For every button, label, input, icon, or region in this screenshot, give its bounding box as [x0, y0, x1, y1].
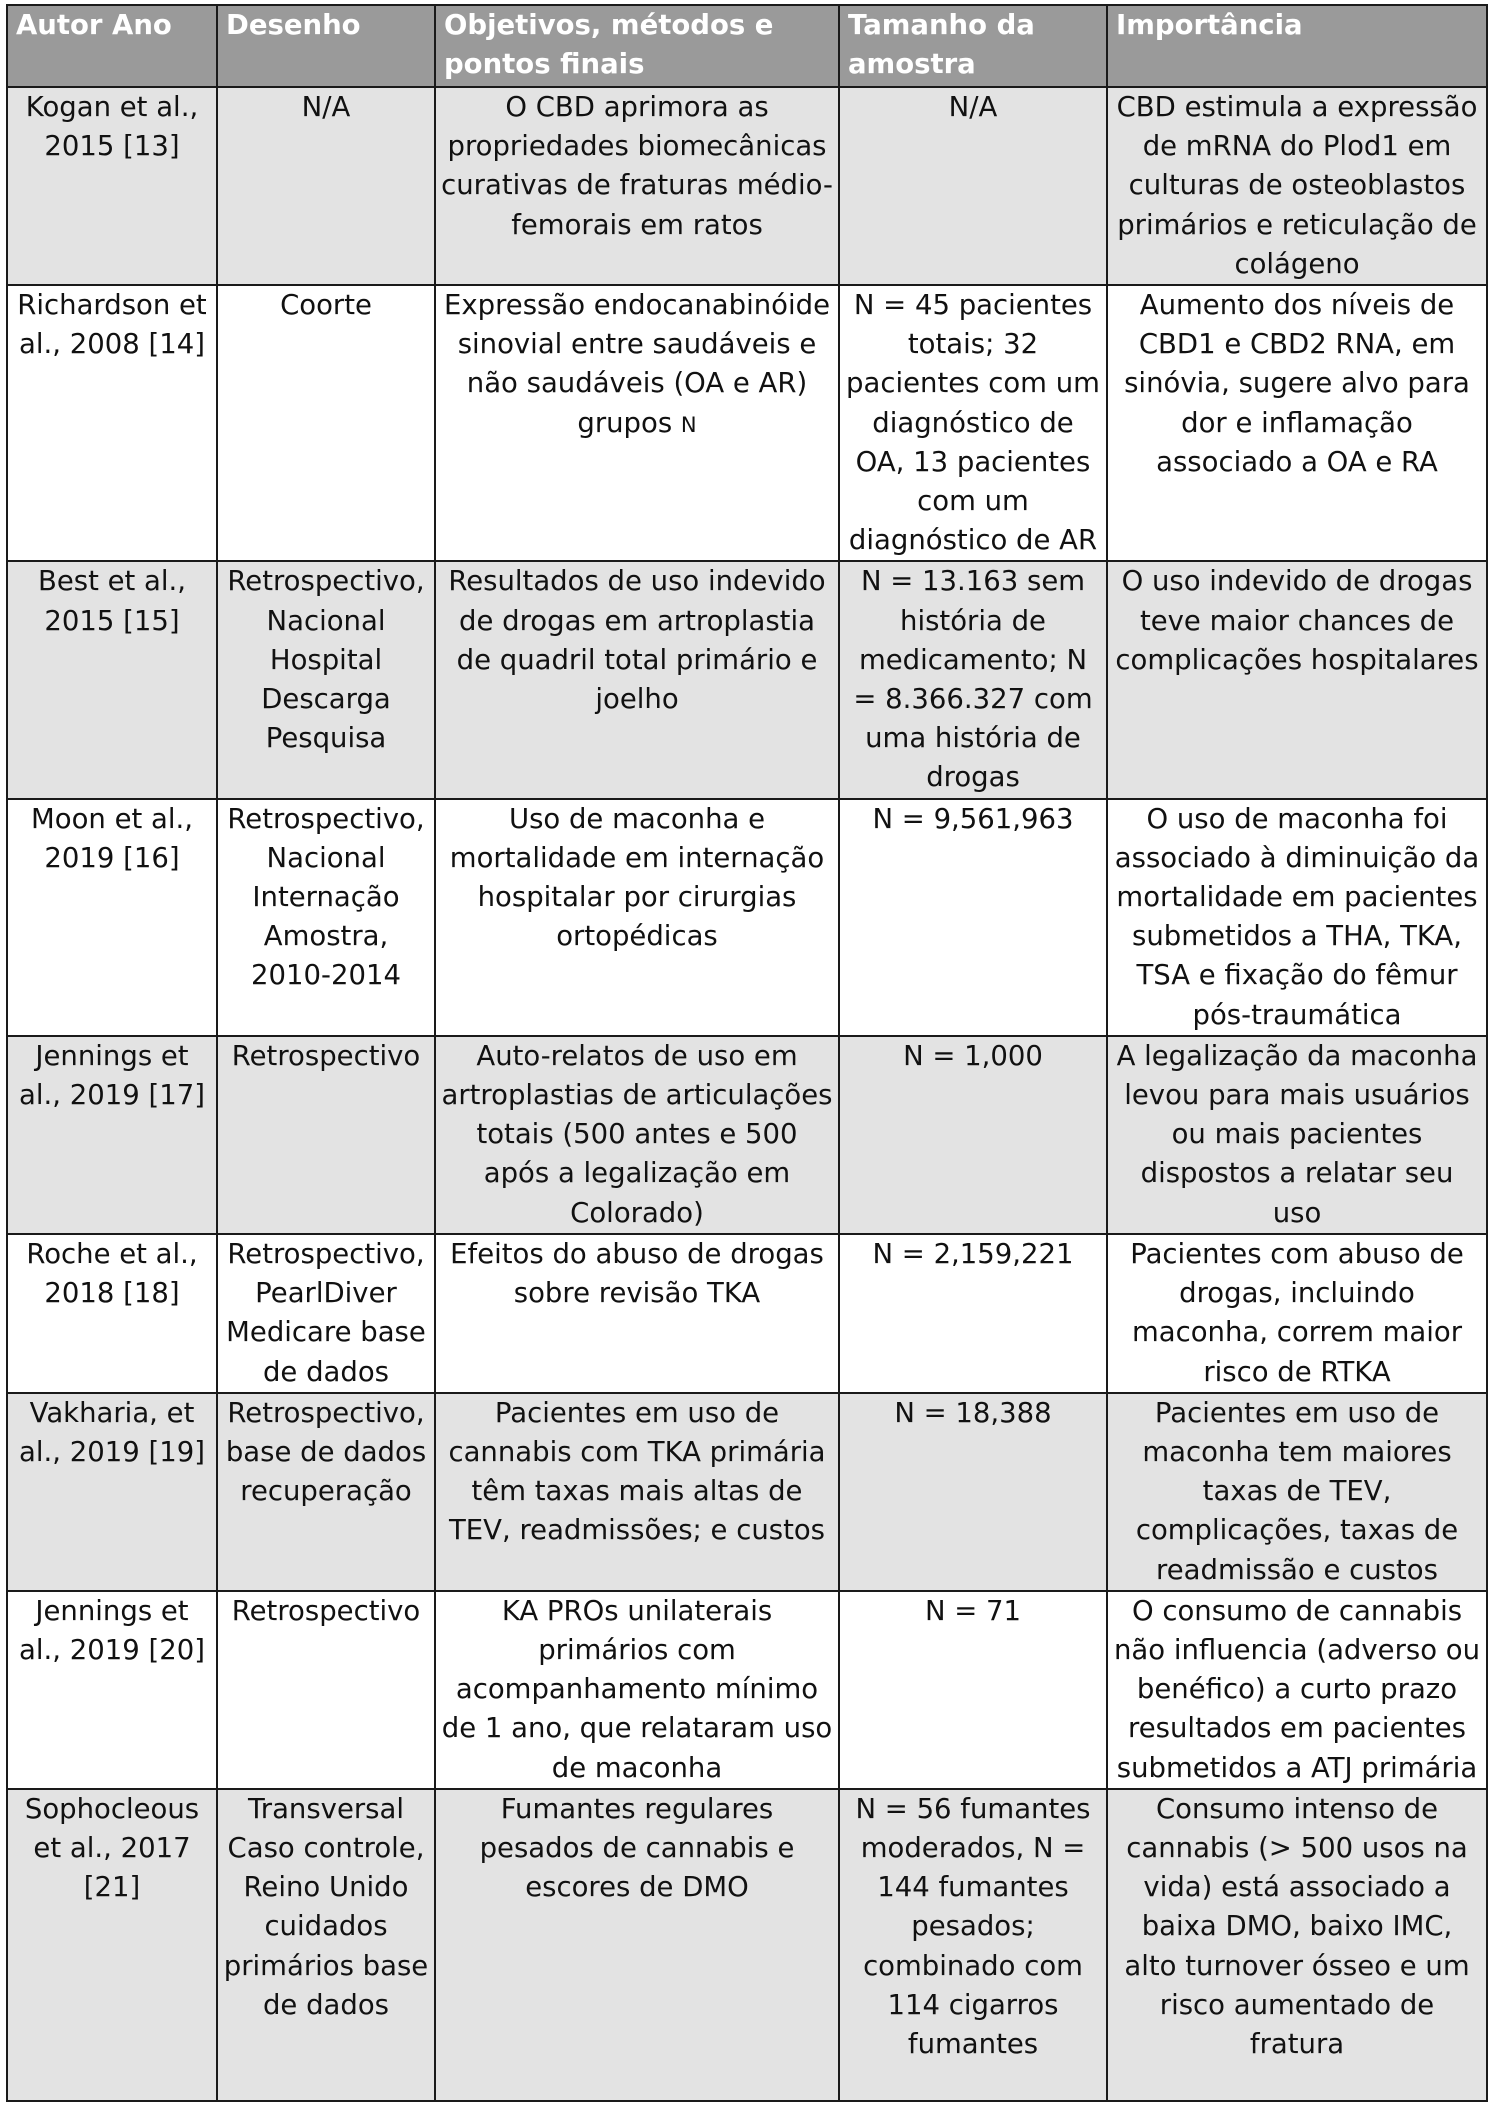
cell-author: Kogan et al., 2015 [13] — [7, 87, 217, 285]
cell-objectives: Efeitos do abuso de drogas sobre revisão TKA — [435, 1234, 839, 1393]
cell-sample-size: N = 1,000 — [839, 1036, 1107, 1234]
cell-importance: A legalização da maconha levou para mais usuários ou mais pacientes dispostos a relatar seu uso — [1107, 1036, 1487, 1234]
table-row — [7, 1789, 1487, 2101]
cell-objectives: Pacientes em uso de cannabis com TKA primária têm taxas mais altas de TEV, readmissões; e custos — [435, 1393, 839, 1591]
cell-importance: Consumo intenso de cannabis (> 500 usos na vida) está associado a baixa DMO, baixo IMC, alto turnover ósseo e um risco aumentado de fratura — [1107, 1789, 1487, 2101]
cell-author: Best et al., 2015 [15] — [7, 561, 217, 798]
cell-sample-size: N = 18,388 — [839, 1393, 1107, 1591]
cell-sample-size: N = 9,561,963 — [839, 799, 1107, 1036]
objectives-suffix: N — [680, 412, 697, 437]
header-row — [7, 5, 1487, 87]
cell-importance: Aumento dos níveis de CBD1 e CBD2 RNA, em sinóvia, sugere alvo para dor e inflamação associado a OA e RA — [1107, 285, 1487, 561]
table-row — [7, 285, 1487, 561]
cell-objectives: Fumantes regulares pesados de cannabis e escores de DMO — [435, 1789, 839, 2101]
cell-author: Jennings et al., 2019 [17] — [7, 1036, 217, 1234]
cell-author: Vakharia, et al., 2019 [19] — [7, 1393, 217, 1591]
cell-design: Retrospectivo — [217, 1036, 435, 1234]
cell-design: N/A — [217, 87, 435, 285]
cell-sample-size: N = 71 — [839, 1591, 1107, 1789]
table-row — [7, 1234, 1487, 1393]
cell-design: Retrospectivo — [217, 1591, 435, 1789]
table-row — [7, 87, 1487, 285]
cell-author: Roche et al., 2018 [18] — [7, 1234, 217, 1393]
cell-author: Jennings et al., 2019 [20] — [7, 1591, 217, 1789]
header-author: Autor Ano — [7, 5, 217, 87]
cell-importance: Pacientes com abuso de drogas, incluindo maconha, correm maior risco de RTKA — [1107, 1234, 1487, 1393]
cell-objectives: Resultados de uso indevido de drogas em artroplastia de quadril total primário e joelho — [435, 561, 839, 798]
cell-author: Richardson et al., 2008 [14] — [7, 285, 217, 561]
table-row — [7, 1036, 1487, 1234]
table-row — [7, 1393, 1487, 1591]
cell-sample-size: N = 56 fumantes moderados, N = 144 fumantes pesados; combinado com 114 cigarros fumantes — [839, 1789, 1107, 2101]
cell-design: Retrospectivo, Nacional Hospital Descarga Pesquisa — [217, 561, 435, 798]
cell-design: Retrospectivo, base de dados recuperação — [217, 1393, 435, 1591]
cell-sample-size: N = 45 pacientes totais; 32 pacientes com um diagnóstico de OA, 13 pacientes com um diagnóstico de AR — [839, 285, 1107, 561]
cell-importance: O consumo de cannabis não influencia (adverso ou benéfico) a curto prazo resultados em pacientes submetidos a ATJ primária — [1107, 1591, 1487, 1789]
header-design: Desenho — [217, 5, 435, 87]
cell-objectives: KA PROs unilaterais primários com acompanhamento mínimo de 1 ano, que relataram uso de maconha — [435, 1591, 839, 1789]
cell-author: Moon et al., 2019 [16] — [7, 799, 217, 1036]
cell-design: Retrospectivo, Nacional Internação Amostra, 2010-2014 — [217, 799, 435, 1036]
cell-sample-size: N = 13.163 sem história de medicamento; N = 8.366.327 com uma história de drogas — [839, 561, 1107, 798]
table-row — [7, 1591, 1487, 1789]
cell-objectives: Auto-relatos de uso em artroplastias de articulações totais (500 antes e 500 após a legalização em Colorado) — [435, 1036, 839, 1234]
table-row — [7, 561, 1487, 798]
cell-objectives: O CBD aprimora as propriedades biomecânicas curativas de fraturas médio-femorais em ratos — [435, 87, 839, 285]
objectives-text: Expressão endocanabinóide sinovial entre saudáveis e não saudáveis (OA e AR) grupos — [443, 289, 831, 439]
cell-objectives: Uso de maconha e mortalidade em internação hospitalar por cirurgias ortopédicas — [435, 799, 839, 1036]
cell-importance: O uso indevido de drogas teve maior chances de complicações hospitalares — [1107, 561, 1487, 798]
cell-importance: CBD estimula a expressão de mRNA do Plod1 em culturas de osteoblastos primários e reticulação de colágeno — [1107, 87, 1487, 285]
header-objectives: Objetivos, métodos e pontos finais — [435, 5, 839, 87]
cell-sample-size: N = 2,159,221 — [839, 1234, 1107, 1393]
cell-author: Sophocleous et al., 2017 [21] — [7, 1789, 217, 2101]
cell-design: Coorte — [217, 285, 435, 561]
table-row — [7, 799, 1487, 1036]
cell-importance: Pacientes em uso de maconha tem maiores taxas de TEV, complicações, taxas de readmissão e custos — [1107, 1393, 1487, 1591]
studies-table — [6, 4, 1488, 2102]
cell-objectives — [435, 285, 839, 561]
cell-sample-size: N/A — [839, 87, 1107, 285]
cell-design: Retrospectivo, PearlDiver Medicare base de dados — [217, 1234, 435, 1393]
cell-design: Transversal Caso controle, Reino Unido cuidados primários base de dados — [217, 1789, 435, 2101]
cell-importance: O uso de maconha foi associado à diminuição da mortalidade em pacientes submetidos a THA, TKA, TSA e fixação do fêmur pós-traumática — [1107, 799, 1487, 1036]
header-importance: Importância — [1107, 5, 1487, 87]
header-sample-size: Tamanho da amostra — [839, 5, 1107, 87]
